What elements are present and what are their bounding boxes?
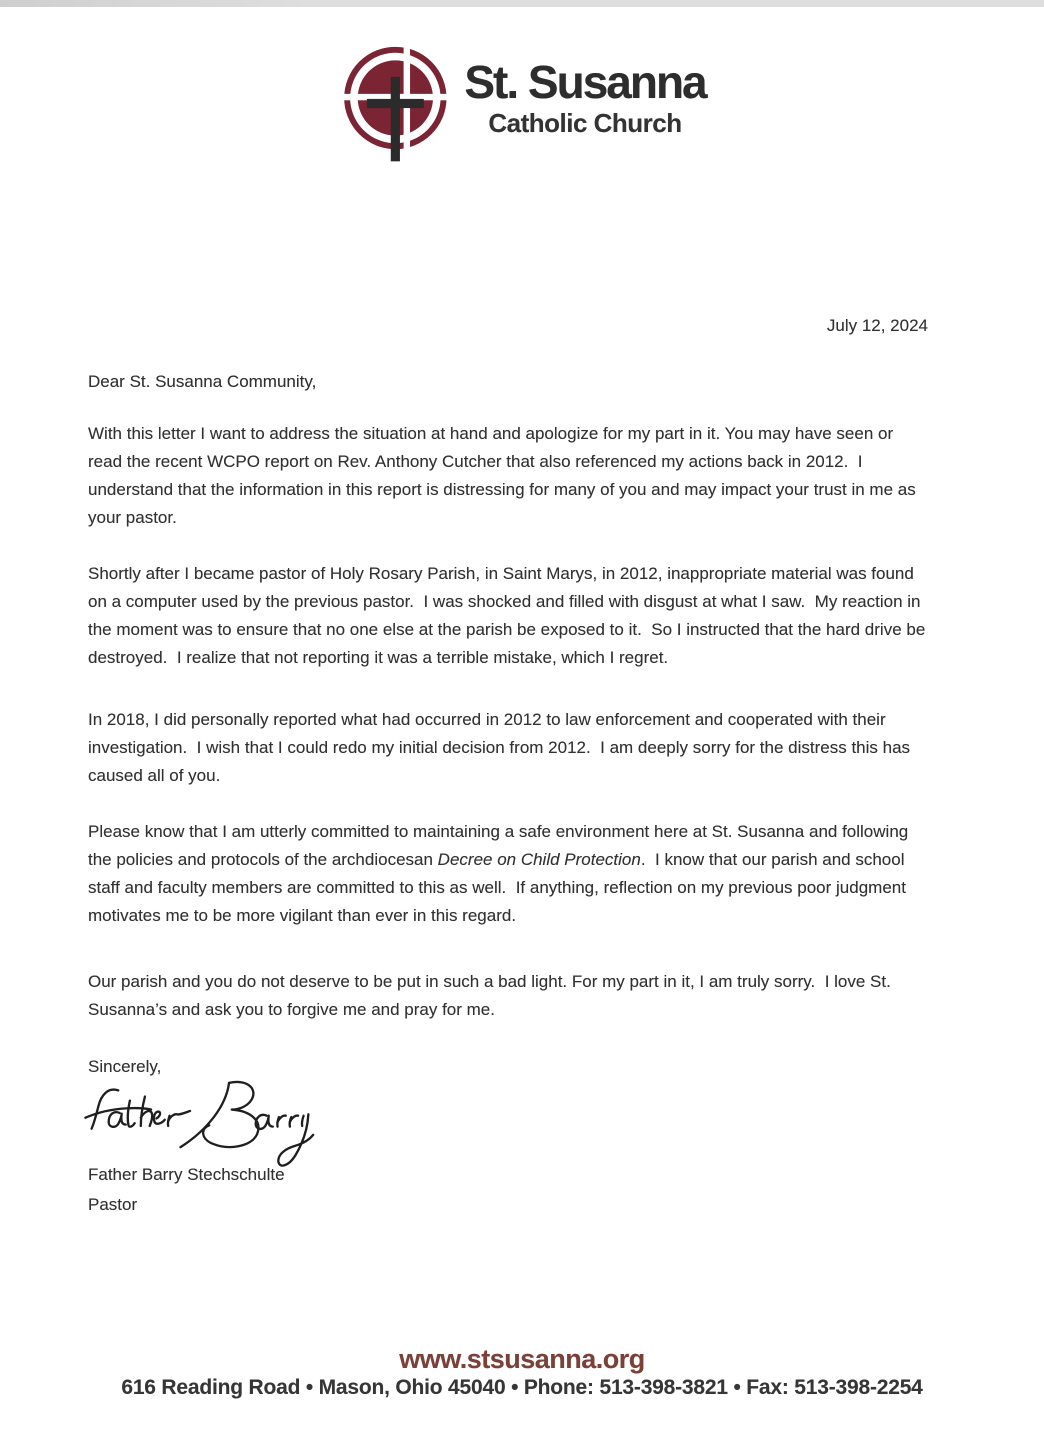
paragraph-4-text-end: . I know that our parish and school staff and faculty members are committed to this as well. If anything, reflection on my previous poor judgment motivates me to be more vigilant than ever in this regard.: [88, 850, 911, 925]
church-subtitle: Catholic Church: [488, 108, 682, 139]
signer-name: Father Barry Stechschulte: [88, 1165, 285, 1184]
greeting-line: Dear St. Susanna Community,: [88, 372, 317, 391]
footer-website: www.stsusanna.org: [399, 1344, 645, 1374]
letter-body: [88, 0, 931, 1440]
closing-line: Sincerely,: [88, 1057, 162, 1076]
letter-paragraph-5: Our parish and you do not deserve to be put in such a bad light. For my part in it, I am truly sorry. I love St. Susanna’s and ask you to forgive me and pray for me.: [88, 972, 896, 1019]
decree-title-italic: Decree on Child Protection: [437, 850, 641, 869]
footer-address: 616 Reading Road • Mason, Ohio 45040 • Phone: 513-398-3821 • Fax: 513-398-2254: [121, 1376, 923, 1399]
paragraph-4-text: Please know that I am utterly committed to maintaining a safe environment here at St. Susanna and following the policies and protocols of the archdiocesan: [88, 822, 913, 869]
letter-paragraph-1: With this letter I want to address the situation at hand and apologize for my part in it. You may have seen or read the recent WCPO report on Rev. Anthony Cutcher that also referenced my actions back in 2012. I understand that the information in this report is distressing for many of you and may impact your trust in me as your pastor.: [88, 424, 921, 527]
letter-paragraph-2: Shortly after I became pastor of Holy Rosary Parish, in Saint Marys, in 2012, inappropriate material was found on a computer used by the previous pastor. I was shocked and filled with disgust at what I saw. My reaction in the moment was to ensure that no one else at the parish be exposed to it. So I instructed that the hard drive be destroyed. I realize that not reporting it was a terrible mistake, which I regret.: [88, 564, 931, 667]
letter-paragraph-4: [88, 818, 928, 930]
church-name: St. Susanna: [464, 56, 706, 108]
letter-paragraph-3: In 2018, I did personally reported what had occurred in 2012 to law enforcement and cooperated with their investigation. I wish that I could redo my initial decision from 2012. I am deeply sorry for the distress this has caused all of you.: [88, 710, 915, 785]
signer-title: Pastor: [88, 1195, 138, 1214]
date-line: July 12, 2024: [826, 316, 928, 335]
